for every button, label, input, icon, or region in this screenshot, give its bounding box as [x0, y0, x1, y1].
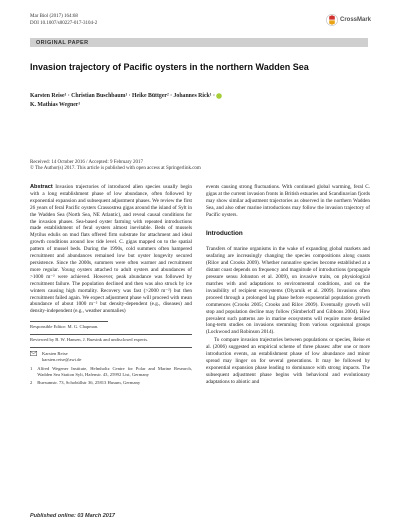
abstract-text: Invasion trajectories of introduced alien species usually begin with a long establishment phase of low abundance, often followed by exponential expansion and subsequent adjustment phases. We review the first 26 years of feral Pacific oysters Crassostrea gigas around the island of Sylt in the Wadden Sea (North Sea, NE Atlantic), and reveal causal conditions for the invasion phases. Sea-based oyster farming with repeated introductions made establishment of feral oysters almost inevitable. Beds of mussels Mytilus edulis on mud flats offered firm substrate for attachment and ideal growth conditions around low tide level. C. gigas mapped on to the spatial pattern of mussel beds. During the 1990s, cold summers often hampered recruitment and abundances remained low but oyster longevity secured persistence. Since the 2000s, summers were often warmer and recruitment more regular. Young oysters attached to adult oysters and abundances of >1000 m⁻² were achieved. However, peak abundance was followed by recruitment failure. The population declined and then was also struck by ice winters causing high mortality. Recovery was fast (>2000 m⁻²) but then recruitment failed again. We expect adjustment phase will proceed with mean abundance of about 1000 m⁻² but density-dependent (e.g., diseases) and density-independent (e.g., weather anomalies) — [30, 184, 193, 315]
authors-line-2[interactable]: K. Mathias Wegner¹ — [30, 102, 81, 108]
affiliation-2 — [30, 380, 192, 386]
doi-line[interactable]: DOI 10.1007/s00227-017-3104-2 — [30, 21, 98, 26]
affiliation-1-text: Alfred Wegener Institute, Helmholtz Centre for Polar and Marine Research, Wadden Sea Station Sylt, Hafenstr. 43, 25992 List, Germany — [37, 366, 192, 378]
abstract-continued: events causing strong fluctuations. With continued global warming, feral C. gigas at the current invasion fronts in British estuaries and Scandinavian fjords may show similar adjustment trajectories as observed in the northern Wadden Sea, and also other marine introductions may follow the invasion trajectory of Pacific oysters. — [206, 184, 370, 218]
envelope-icon — [30, 351, 37, 356]
affiliation-1 — [30, 366, 192, 378]
journal-line: Mar Biol (2017) 164:68 — [30, 14, 78, 19]
footnote-rule — [30, 321, 108, 322]
responsible-editor: Responsible Editor: M. G. Chapman. — [30, 324, 99, 330]
footnote-divider-2 — [30, 347, 192, 348]
crossmark-label: CrossMark — [340, 17, 372, 23]
article-type: ORIGINAL PAPER — [36, 40, 89, 46]
received-accepted: Received: 14 October 2016 / Accepted: 9 February 2017 — [30, 160, 144, 165]
crossmark-icon — [326, 14, 338, 26]
affiliation-1-label: 1 — [30, 366, 33, 372]
abstract-paragraph — [30, 184, 192, 315]
introduction-paragraph-2: To compare invasion trajectories between populations or species, Reise et al. (2006) suggested an empirical scheme of three phases: after one or more introduction events, an establishment phase of low abundance and minor spread may linger on for several generations. It may be followed by exponential expansion phase leading to dominance with strong impacts. The subsequent adjustment phase begins with behavioral and evolutionary adaptations to abiotic and — [206, 337, 370, 385]
right-column — [206, 184, 370, 386]
reviewers-note: Reviewed by B. W. Hansen, J. Buesink and undisclosed experts. — [30, 337, 149, 343]
article-dates — [30, 160, 370, 173]
left-column — [30, 184, 192, 386]
corresponding-email[interactable]: karsten.reise@awi.de — [42, 357, 82, 363]
authors-line-1 — [30, 92, 370, 101]
copyright-notice: © The Author(s) 2017. This article is published with open access at Springerlink.com — [30, 166, 201, 172]
article-type-band — [30, 38, 368, 47]
abstract-heading: Abstract — [30, 184, 53, 190]
affiliation-2-text: Buesumstr. 73, Schobüllstr 36, 25813 Husum, Germany — [37, 380, 141, 386]
crossmark-badge[interactable] — [326, 13, 388, 27]
affiliation-2-label: 2 — [30, 380, 33, 386]
footnote-divider — [30, 334, 192, 335]
article-title: Invasion trajectory of Pacific oysters in the northern Wadden Sea — [30, 62, 309, 72]
journal-citation — [30, 13, 97, 27]
introduction-paragraph-1: Transfers of marine organisms in the wake of expanding global markets and seafaring are increasingly changing the species compositions along coasts (Rilov and Crooks 2009). Whether nonnative species become established at a distant coast depends on frequency and magnitude of introductions (propagule pressure sensu Johnston et al. 2009), on invasive traits, on physiological matches with and adaptations to environmental conditions, and on the invasibility of recipient ecosystems (Olyarnik et al. 2009). Invasions often proceed through a prolonged lag phase before exponential population growth commences (Crooks 2005; Crooks and Rilov 2009). Eventually growth will stop and population decline may follow (Simberloff and Gibbons 2004). How prevalent such patterns are in marine ecosystems will require more detailed long-term studies on invasions stemming from various organismal groups (Lockwood and Robinson 2014). — [206, 246, 370, 336]
orcid-icon[interactable] — [216, 93, 222, 99]
author-list — [30, 92, 370, 110]
publication-date: Published online: 03 March 2017 — [30, 513, 115, 519]
corresponding-author — [30, 351, 192, 363]
corresponding-name: Karsten Reise — [42, 351, 68, 357]
introduction-heading: Introduction — [206, 229, 243, 237]
authors-text-1[interactable]: Karsten Reise¹ · Christian Buschbaum¹ · Heike Büttger² · Johannes Rick¹ · — [30, 93, 215, 99]
